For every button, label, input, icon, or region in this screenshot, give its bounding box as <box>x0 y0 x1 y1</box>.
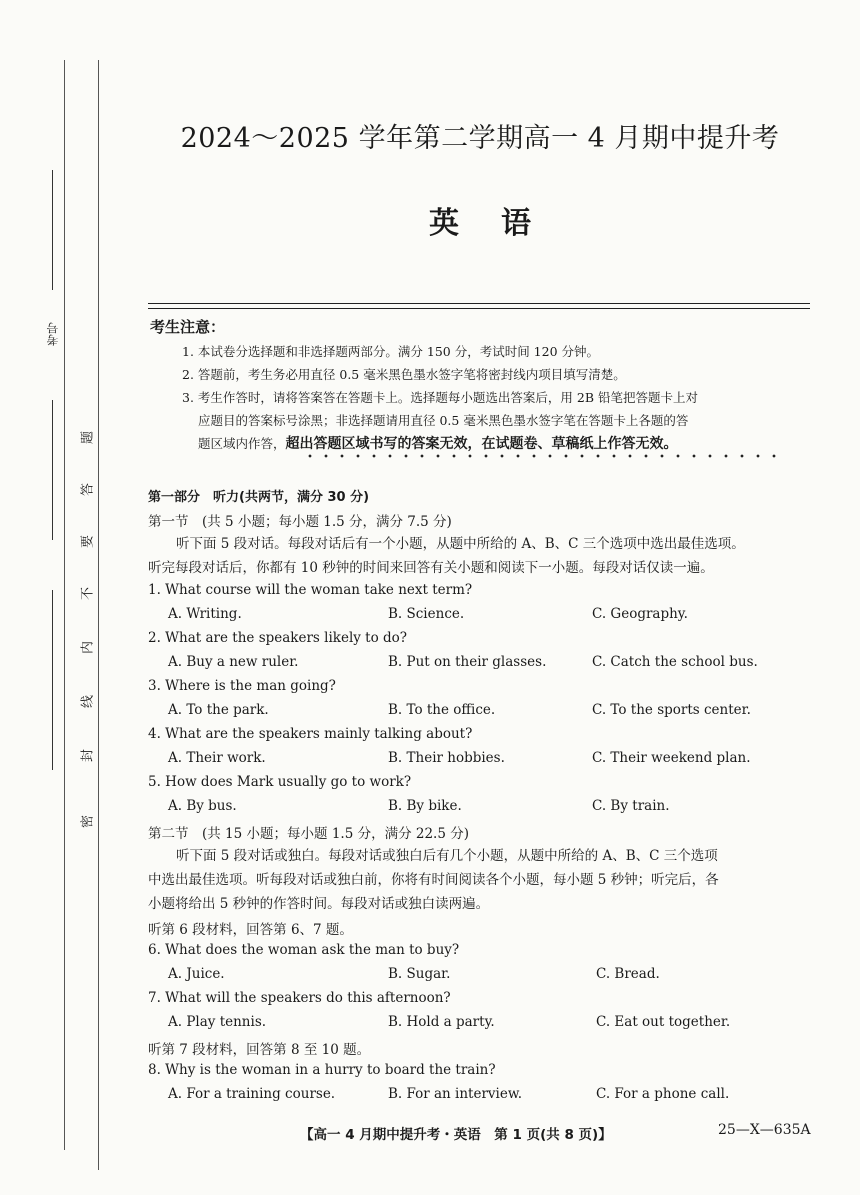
notice-item-2: 2. 答题前，考生务必用直径 0.5 毫米黑色墨水签字笔将密封线内项目填写清楚。 <box>182 367 626 382</box>
section2-instr-line: 中选出最佳选项。听每段对话或独白前，你将有时间阅读各个小题，每小题 5 秒钟；听完后，各 <box>148 872 719 888</box>
option-c: C. By train. <box>592 798 670 814</box>
seal-char: 线 <box>80 695 96 709</box>
question: 8. Why is the woman in a hurry to board the train? <box>148 1062 496 1078</box>
binding-rule-inner <box>98 60 99 1170</box>
option-a: A. Their work. <box>168 750 266 766</box>
name-blank <box>52 400 53 540</box>
option-c: C. Eat out together. <box>596 1014 731 1030</box>
option-b: B. By bike. <box>388 798 462 814</box>
class-blank <box>52 590 53 770</box>
seal-char: 题 <box>80 431 96 445</box>
seal-char: 封 <box>80 749 96 763</box>
notice-item-3-line-3-text: 题区域内作答， <box>198 436 286 451</box>
question: 1. What course will the woman take next term? <box>148 582 473 598</box>
option-c: C. To the sports center. <box>592 702 751 718</box>
question: 6. What does the woman ask the man to buy? <box>148 942 460 958</box>
seal-char: 内 <box>80 641 96 655</box>
option-a: A. Play tennis. <box>168 1014 267 1030</box>
option-a: A. To the park. <box>168 702 269 718</box>
question: 3. Where is the man going? <box>148 678 336 694</box>
option-b: B. For an interview. <box>388 1086 523 1102</box>
section1-heading: 第一节 (共 5 小题；每小题 1.5 分，满分 7.5 分) <box>148 514 452 530</box>
option-c: C. Geography. <box>592 606 688 622</box>
option-a: A. By bus. <box>168 798 237 814</box>
option-b: B. To the office. <box>388 702 496 718</box>
option-c: C. Catch the school bus. <box>592 654 758 670</box>
option-c: C. Their weekend plan. <box>592 750 751 766</box>
header-divider <box>148 303 810 309</box>
section2-instr-line: 听下面 5 段对话或独白。每段对话或独白后有几个小题，从题中所给的 A、B、C 三个选项 <box>176 848 718 864</box>
seal-char: 要 <box>80 535 96 549</box>
option-b: B. Put on their glasses. <box>388 654 547 670</box>
option-c: C. Bread. <box>596 966 660 982</box>
material-heading: 听第 6 段材料，回答第 6、7 题。 <box>148 922 353 938</box>
notice-heading: 考生注意： <box>150 318 226 336</box>
option-a: A. Juice. <box>168 966 225 982</box>
option-a: A. Buy a new ruler. <box>168 654 299 670</box>
section2-instr-line: 小题将给出 5 秒钟的作答时间。每段对话或独白读两遍。 <box>148 896 490 912</box>
notice-item-3 <box>182 386 816 456</box>
notice-item-3-line-2: 应题目的答案标号涂黑；非选择题请用直径 0.5 毫米黑色墨水签字笔在答题卡上各题的答 <box>198 413 689 428</box>
notice-item-1: 1. 本试卷分选择题和非选择题两部分。满分 150 分，考试时间 120 分钟。 <box>182 344 600 359</box>
option-b: B. Sugar. <box>388 966 451 982</box>
section1-instr-line: 听完每段对话后，你都有 10 秒钟的时间来回答有关小题和阅读下一小题。每段对话仅读一遍。 <box>148 560 714 576</box>
question: 4. What are the speakers mainly talking about? <box>148 726 473 742</box>
binding-rule-outer <box>64 60 65 1150</box>
exam-no-blank <box>52 170 53 290</box>
option-b: B. Hold a party. <box>388 1014 495 1030</box>
notice-item-3-line-1: 3. 考生作答时，请将答案答在答题卡上。选择题每小题选出答案后，用 2B 铅笔把答题卡上对 <box>182 390 698 405</box>
material-heading: 听第 7 段材料，回答第 8 至 10 题。 <box>148 1042 371 1058</box>
section1-instr-line: 听下面 5 段对话。每段对话后有一个小题，从题中所给的 A、B、C 三个选项中选出最佳选项。 <box>176 536 745 552</box>
question: 5. How does Mark usually go to work? <box>148 774 412 790</box>
section2-heading: 第二节 (共 15 小题；每小题 1.5 分，满分 22.5 分) <box>148 826 469 842</box>
exam-title: 2024～2025 学年第二学期高一 4 月期中提升考 <box>180 123 780 154</box>
seal-char: 答 <box>80 483 96 497</box>
seal-char: 密 <box>80 815 96 829</box>
part-heading: 第一部分 听力(共两节，满分 30 分) <box>148 490 370 505</box>
question: 2. What are the speakers likely to do? <box>148 630 408 646</box>
option-a: A. For a training course. <box>168 1086 336 1102</box>
option-c: C. For a phone call. <box>596 1086 730 1102</box>
exam-no-label: 考号 <box>46 322 60 346</box>
section1-instructions <box>148 532 824 580</box>
notice-emphasis: 超出答题区域书写的答案无效，在试题卷、草稿纸上作答无效。 <box>285 436 678 452</box>
section2-instructions <box>148 844 824 916</box>
option-a: A. Writing. <box>168 606 242 622</box>
seal-char: 不 <box>80 587 96 601</box>
option-b: B. Science. <box>388 606 465 622</box>
subject-title: 英语 <box>429 206 573 241</box>
option-b: B. Their hobbies. <box>388 750 505 766</box>
question: 7. What will the speakers do this afternoon? <box>148 990 451 1006</box>
paper-code: 25—X—635A <box>718 1122 811 1138</box>
emphasis-dots <box>302 453 778 459</box>
page-footer: 【高一 4 月期中提升考・英语 第 1 页(共 8 页)】 <box>300 1127 612 1143</box>
